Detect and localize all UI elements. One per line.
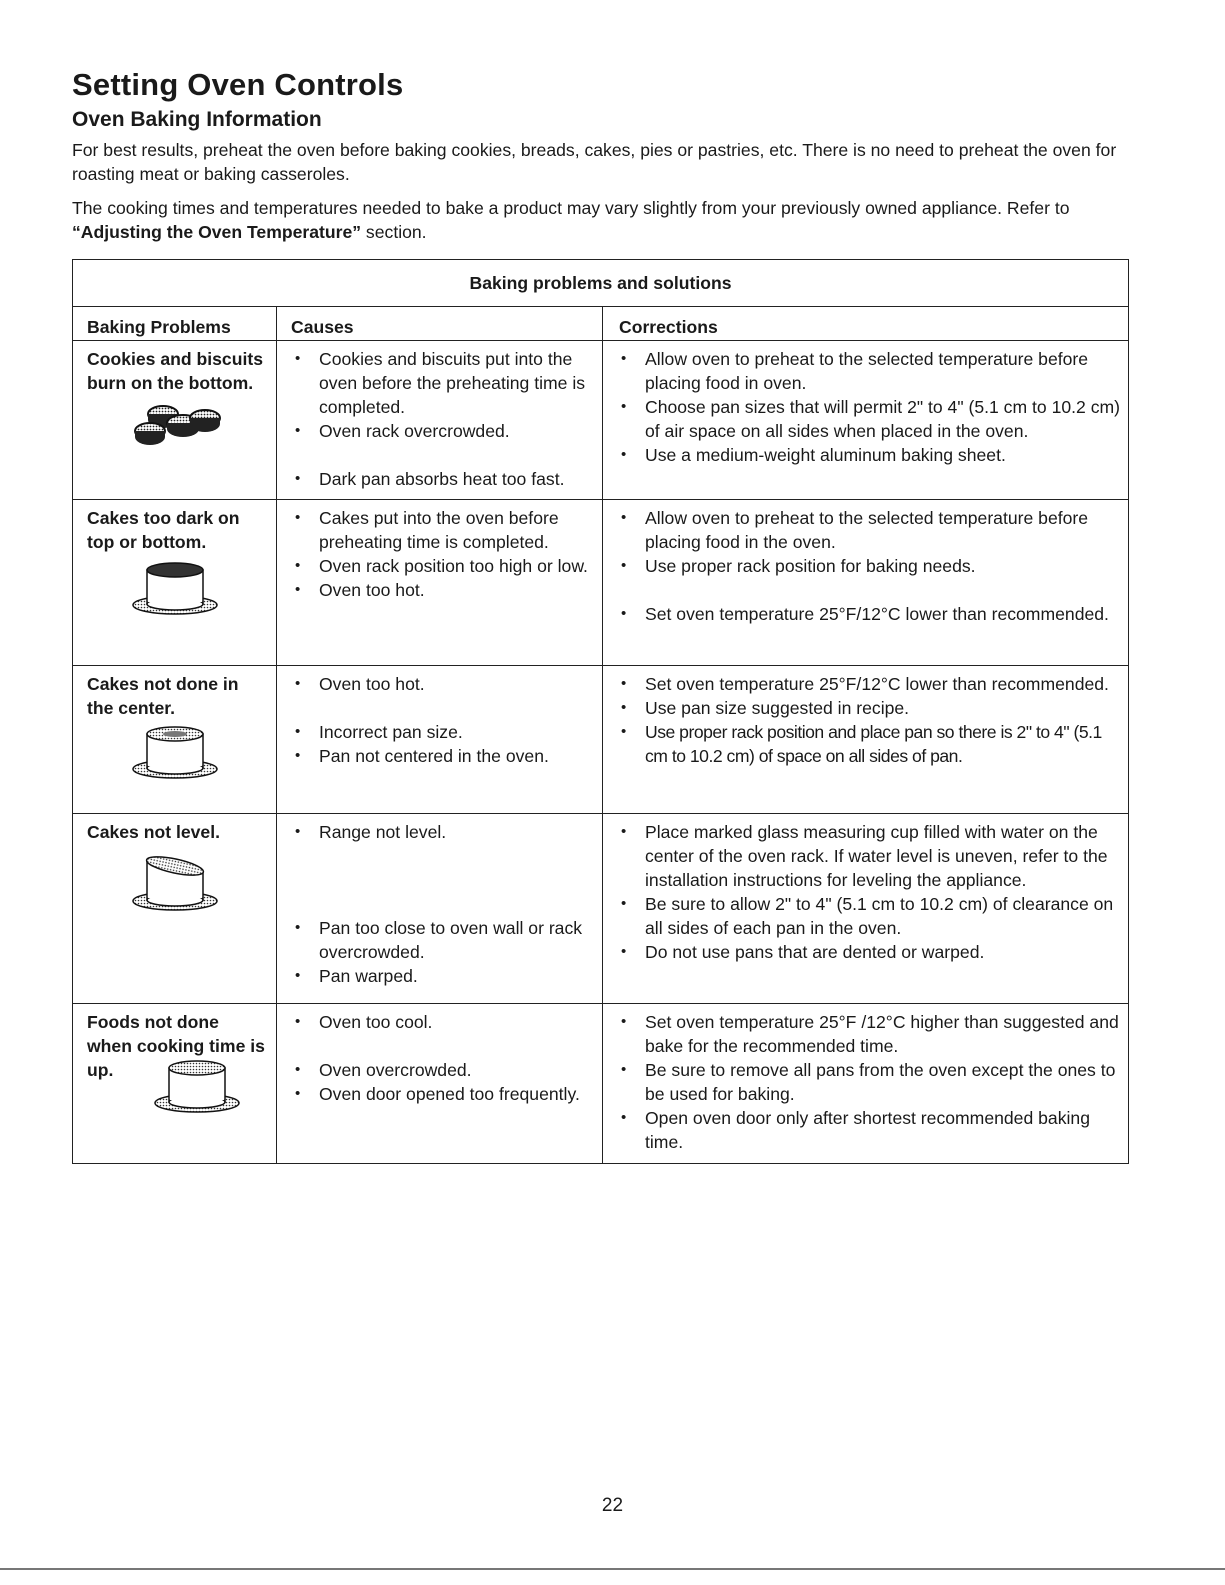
cause-item: • Cakes put into the oven before preheating time is completed. [293, 506, 596, 554]
cause-item: • Oven too cool. [293, 1010, 596, 1034]
cause-item: • Dark pan absorbs heat too fast. [293, 467, 596, 491]
cause-item: • Pan too close to oven wall or rack overcrowded. [293, 916, 596, 964]
intro-paragraph-2 [72, 196, 1142, 244]
table-row [73, 500, 1129, 666]
page-number: 22 [601, 1495, 624, 1516]
problem-label: Cookies and biscuits burn on the bottom. [87, 349, 263, 393]
cause-item: • Pan warped. [293, 964, 596, 988]
table-row [73, 814, 1129, 1004]
section-title: Oven Baking Information [72, 108, 322, 131]
tilted-cake-icon [131, 854, 231, 914]
correction-item: • Choose pan sizes that will permit 2" to 4" (5.1 cm to 10.2 cm) of air space on all sides when placed in the oven. [619, 395, 1122, 443]
spacer [293, 1034, 596, 1058]
problem-cell [73, 500, 277, 666]
spacer [293, 892, 596, 916]
corrections-cell [603, 666, 1129, 814]
problem-cell [73, 666, 277, 814]
page-content [72, 66, 1142, 244]
causes-cell [277, 666, 603, 814]
cause-item: • Oven too hot. [293, 578, 596, 602]
column-header-corrections: Corrections [603, 307, 1129, 341]
page-edge-divider [0, 1568, 1225, 1570]
correction-item: • Do not use pans that are dented or warped. [619, 940, 1122, 964]
table-caption: Baking problems and solutions [73, 260, 1129, 307]
spacer [293, 868, 596, 892]
dark-cake-icon [131, 558, 231, 618]
intro-text-end: section. [361, 222, 427, 242]
problem-label: Cakes not level. [87, 822, 220, 842]
problem-label: Cakes not done in the center. [87, 674, 239, 718]
section-reference: “Adjusting the Oven Temperature” [72, 222, 362, 242]
problem-cell [73, 814, 277, 1004]
causes-cell [277, 814, 603, 1004]
problem-cell [73, 1004, 277, 1164]
cause-item: • Oven door opened too frequently. [293, 1082, 596, 1106]
correction-item: • Set oven temperature 25°F /12°C higher than suggested and bake for the recommended time. [619, 1010, 1122, 1058]
spacer [293, 696, 596, 720]
causes-cell [277, 500, 603, 666]
intro-text: The cooking times and temperatures needed to bake a product may vary slightly from your previously owned appliance. Refer to [72, 198, 1070, 218]
cause-item: • Pan not centered in the oven. [293, 744, 596, 768]
correction-item: • Use proper rack position and place pan so there is 2" to 4" (5.1 cm to 10.2 cm) of space on all sides of pan. [619, 720, 1122, 768]
correction-item: • Set oven temperature 25°F/12°C lower than recommended. [619, 672, 1122, 696]
correction-item: • Allow oven to preheat to the selected temperature before placing food in oven. [619, 347, 1122, 395]
baking-problems-table [72, 259, 1129, 1164]
causes-cell [277, 1004, 603, 1164]
cause-item: • Oven too hot. [293, 672, 596, 696]
spacer [293, 443, 596, 467]
spacer [293, 844, 596, 868]
table-row [73, 666, 1129, 814]
table-row [73, 1004, 1129, 1164]
correction-item: • Use a medium-weight aluminum baking sheet. [619, 443, 1122, 467]
correction-item: • Allow oven to preheat to the selected temperature before placing food in the oven. [619, 506, 1122, 554]
corrections-cell [603, 814, 1129, 1004]
cause-item: • Cookies and biscuits put into the oven before the preheating time is completed. [293, 347, 596, 419]
correction-item: • Set oven temperature 25°F/12°C lower than recommended. [619, 602, 1122, 626]
correction-item: • Use proper rack position for baking needs. [619, 554, 1122, 578]
problem-label: Foods not done when cooking time is up. [87, 1012, 265, 1080]
corrections-cell [603, 1004, 1129, 1164]
correction-item: • Open oven door only after shortest recommended baking time. [619, 1106, 1122, 1154]
intro-paragraph-1: For best results, preheat the oven before baking cookies, breads, cakes, pies or pastries, etc. There is no need to preheat the oven for roasting meat or baking casseroles. [72, 140, 1117, 184]
cause-item: • Incorrect pan size. [293, 720, 596, 744]
column-header-causes: Causes [277, 307, 603, 341]
correction-item: • Place marked glass measuring cup filled with water on the center of the oven rack. If water level is uneven, refer to the installation instructions for leveling the appliance. [619, 820, 1122, 892]
underdone-cake-icon [131, 722, 231, 782]
corrections-cell [603, 500, 1129, 666]
problem-cell [73, 341, 277, 500]
page-title: Setting Oven Controls [72, 67, 404, 102]
table-row [73, 341, 1129, 500]
cookies-icon [125, 401, 235, 451]
corrections-cell [603, 341, 1129, 500]
correction-item: • Be sure to remove all pans from the oven except the ones to be used for baking. [619, 1058, 1122, 1106]
cause-item: • Oven rack position too high or low. [293, 554, 596, 578]
spacer [619, 578, 1122, 602]
problem-label: Cakes too dark on top or bottom. [87, 508, 240, 552]
column-header-problems: Baking Problems [73, 307, 277, 341]
causes-cell [277, 341, 603, 500]
cause-item: • Oven rack overcrowded. [293, 419, 596, 443]
cause-item: • Oven overcrowded. [293, 1058, 596, 1082]
correction-item: • Use pan size suggested in recipe. [619, 696, 1122, 720]
correction-item: • Be sure to allow 2" to 4" (5.1 cm to 10.2 cm) of clearance on all sides of each pan in the oven. [619, 892, 1122, 940]
cause-item: • Range not level. [293, 820, 596, 844]
